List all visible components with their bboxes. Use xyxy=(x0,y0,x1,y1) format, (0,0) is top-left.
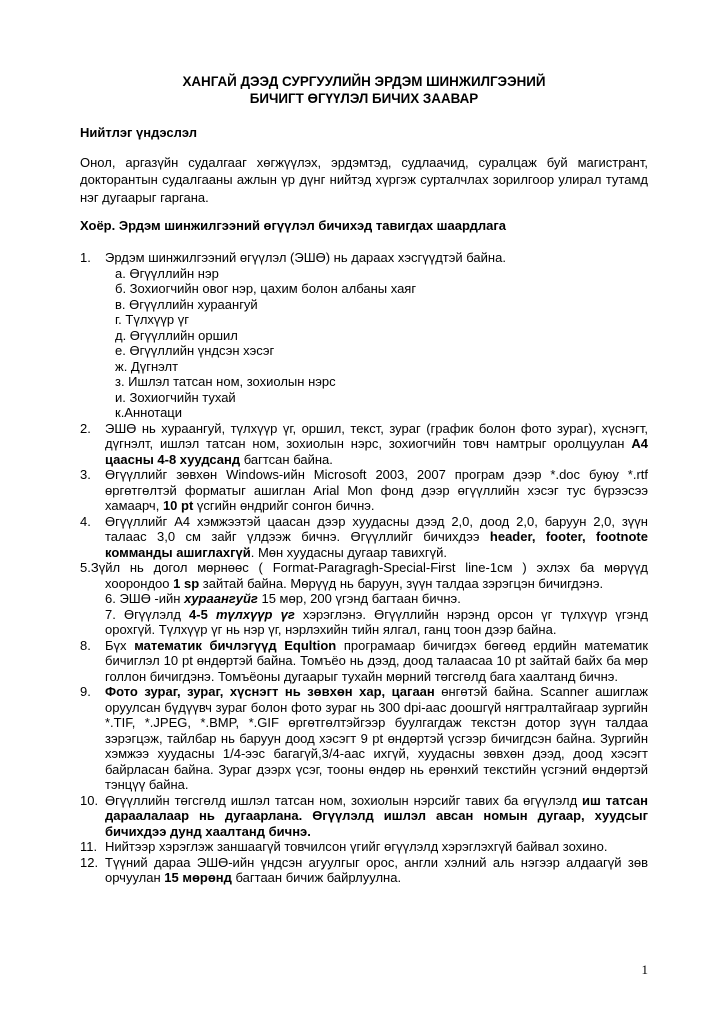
item-text: багтсан байна. xyxy=(240,451,333,467)
intro-paragraph: Онол, аргазүйн судалгааг хөгжүүлэх, эрдэмтэд, судлаачид, суралцаж буй магистрант, докторантын судалгааны ажлын үр дүнг нийтэд хүргэж сурталчлах зорилгоор улирал тутамд нэг дугаарыг гаргана. xyxy=(80,155,648,205)
sub-item: ж. Дүгнэлт xyxy=(115,358,179,374)
item-number: 8. xyxy=(80,637,91,653)
section-heading-general: Нийтлэг үндэслэл xyxy=(80,125,197,140)
item-text-bold: иш татсан дараалалаар нь дугаарлана. Өгүүлэлд ишлэл авсан номын дугаар, хуудсыг бичихдээ дунд хаалтанд бичнэ. xyxy=(105,792,648,839)
item-text: 7. Өгүүлэлд xyxy=(105,606,190,622)
title-line-1: ХАНГАЙ ДЭЭД СУРГУУЛИЙН ЭРДЭМ ШИНЖИЛГЭЭНИЙ xyxy=(182,74,546,89)
item-number: 1. xyxy=(80,250,91,265)
item-number: 2. xyxy=(80,420,91,436)
page-number: 1 xyxy=(641,962,648,977)
requirements-list xyxy=(80,250,648,886)
sub-item: д. Өгүүллийн оршил xyxy=(115,327,238,343)
sub-item: к.Аннотаци xyxy=(115,405,183,420)
item-number: 4. xyxy=(80,513,91,529)
item-text: . Мөн хуудасны дугаар тавихгүй. xyxy=(250,544,447,560)
section-heading-requirements: Хоёр. Эрдэм шинжилгээний өгүүлэл бичихэд тавигдах шаардлага xyxy=(80,218,506,233)
list-item-2 xyxy=(80,421,648,468)
item-text: 6. ЭШӨ -ийн xyxy=(105,591,185,606)
list-item-11 xyxy=(80,839,648,855)
item-text: Нийтээр хэрэглэж заншаагүй товчилсон үгийг өгүүлэлд хэрэглэхгүй байвал зохино. xyxy=(105,839,608,854)
list-item-1 xyxy=(80,250,648,421)
item-text: 15 мөр, 200 үгэнд багтаан бичнэ. xyxy=(257,591,461,606)
sub-item: и. Зохиогчийн тухай xyxy=(115,389,236,405)
item-text: багтаан бичиж байрлуулна. xyxy=(231,870,402,885)
item-text-bold: header, footer, footnote комманды ашиглахгүй xyxy=(105,529,648,560)
sub-item: г. Түлхүүр үг xyxy=(115,312,189,327)
item-text: зайтай байна. Мөрүүд нь баруун, зүүн талдаа зэрэгцэн бичигдэнэ. xyxy=(199,575,604,591)
list-item-9 xyxy=(80,684,648,793)
sub-list xyxy=(105,266,648,421)
list-item-4 xyxy=(80,514,648,561)
sub-item: в. Өгүүллийн хураангуй xyxy=(115,296,258,312)
list-item-8 xyxy=(80,638,648,685)
list-item-7 xyxy=(80,607,648,638)
item-text: 5.Зүйл нь догол мөрнөөс ( Format-Paragragh-Special-First line-1см ) эхлэх ба мөрүүд хоорондоо xyxy=(80,560,648,591)
list-item-12 xyxy=(80,855,648,886)
item-text-bold: А4 цаасны 4-8 хуудсанд xyxy=(105,436,648,467)
list-item-10 xyxy=(80,793,648,840)
sub-item: б. Зохиогчийн овог нэр, цахим болон албаны хаяг xyxy=(115,281,417,296)
item-text: Өгүүллийг А4 хэмжээтэй цаасан дээр хуудасны дээд 2,0, доод 2,0, баруун 2,0, зүүн талаас 3,0 см зайг үлдээж бичнэ. Өгүүллийг бичихдээ xyxy=(105,513,648,544)
item-number: 3. xyxy=(80,467,91,482)
item-number: 10. xyxy=(80,792,99,808)
sub-item: а. Өгүүллийн нэр xyxy=(115,265,219,281)
item-text-bold: Фото зураг, зураг, хүснэгт нь зөвхөн хар, цагаан xyxy=(105,684,435,699)
item-text-bold: 10 pt xyxy=(162,498,194,513)
item-text: Түүний дараа ЭШӨ-ийн үндсэн агуулгыг орос, англи хэлний аль нэгээр алдаагүй зөв орчуулан xyxy=(105,854,648,885)
item-text: Эрдэм шинжилгээний өгүүлэл (ЭШӨ) нь дараах хэсгүүдтэй байна. xyxy=(105,250,506,265)
sub-item: е. Өгүүллийн үндсэн хэсэг xyxy=(115,343,275,358)
item-text: хэрэглэнэ. Өгүүллийн нэрэнд орсон үг түлхүүр үгэнд орохгүй. Түлхүүр үг нь нэр үг, нэрлэхийн тийн ялгал, ганц тоон дээр байна. xyxy=(105,606,649,637)
list-item-6 xyxy=(80,591,648,607)
item-text-bold-italic: түлхүүр үг xyxy=(207,606,295,622)
item-number: 12. xyxy=(80,854,99,870)
item-text-bold: математик бичлэгүүд Equltion xyxy=(134,637,337,653)
document-title xyxy=(80,73,648,107)
item-text: Өгүүллийг зөвхөн Windows-ийн Microsoft 2003, 2007 програм дээр *.doc буюу *.rtf өргөтгөлтэй форматыг ашиглан Arial Mon фонд дээр өгүүллийн хэсэг тус бүрээсээ хамаарч, xyxy=(105,467,648,513)
item-text: Өгүүллийн төгсгөлд ишлэл татсан ном, зохиолын нэрсийг тавих ба өгүүлэлд xyxy=(105,792,583,808)
item-text: програмаар бичигдэх бөгөөд ердийн математик бичиглэл 10 pt өндөртэй байна. Томъёо нь дээд, доод талаасаа 10 pt зайтай байх ба мөр голлон бичигдэнэ. Томъёоны дугаарыг тухайн мөрний төгсгөлд бага хаалтанд бичнэ. xyxy=(105,637,649,684)
title-line-2: БИЧИГТ ӨГҮҮЛЭЛ БИЧИХ ЗААВАР xyxy=(249,91,479,106)
item-text-bold: 4-5 xyxy=(189,606,208,622)
item-text-bold: 15 мөрөнд xyxy=(164,870,232,885)
item-number: 11. xyxy=(80,839,98,854)
item-number: 9. xyxy=(80,684,91,699)
item-text: ЭШӨ нь хураангуй, түлхүүр үг, оршил, текст, зураг (график болон фото зураг), хүснэгт, дүгнэлт, ишлэл татсан ном, зохиолын нэрс, зохиогчийн товч намтрыг оролцуулан xyxy=(105,420,648,451)
item-text-bold: 1 sp xyxy=(173,575,200,591)
list-item-3 xyxy=(80,467,648,514)
item-text: Бүх xyxy=(105,637,135,653)
item-text: өнгөтэй байна. Scanner ашиглаж оруулсан бүдүүвч зураг болон фото зураг нь 300 dpi-аас доошгүй нягтралтайгаар зургийн *.TIF, *.JPEG, *.BMP, *.GIF өргөтгөлтэйгээр буулгагдаж текстэн дотор зүүн талдаа зэрэгцэж, тайлбар нь баруун доод хэсэгт 9 pt өндөртэй үсгээр бичигдсэн байна. Зургийн хэмжээ хуудасны 1/4-ээс багагүй,3/4-аас ихгүй, хуудасны зөвхөн дээд, доод хэсэгт байрласан байна. Зураг дээрх үсэг, тооны өндөр нь ерөнхий текстийн үсгэний өндөртэй тэнцүү байна. xyxy=(105,684,648,792)
item-text: үсгийн өндрийг сонгон бичнэ. xyxy=(193,498,375,513)
item-text-bold-italic: хураангуйг xyxy=(184,591,258,606)
list-item-5 xyxy=(80,560,648,591)
sub-item: з. Ишлэл татсан ном, зохиолын нэрс xyxy=(115,374,336,389)
